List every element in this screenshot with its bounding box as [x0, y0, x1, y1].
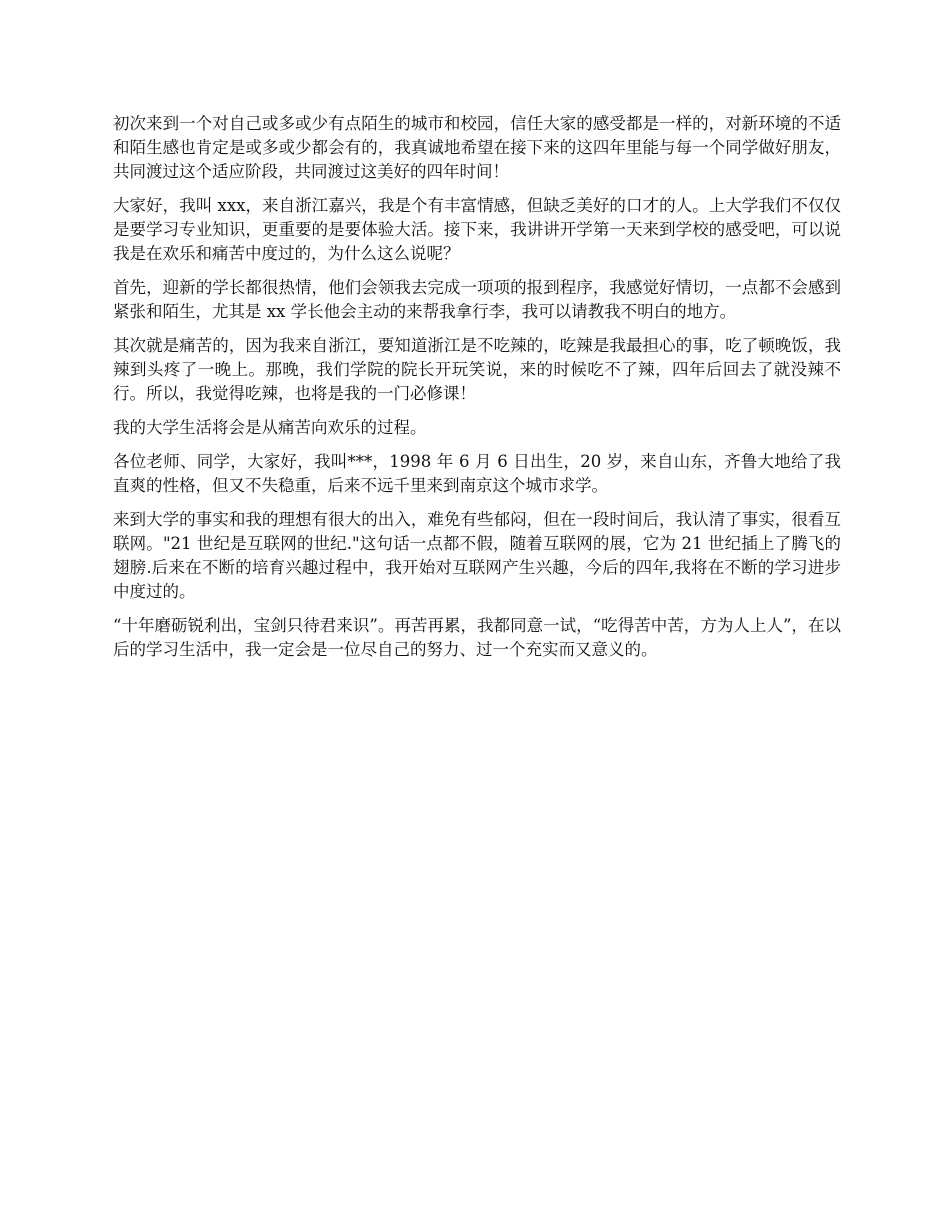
document-body	[113, 112, 841, 672]
paragraph: “十年磨砺锐利出，宝剑只待君来识”。再苦再累，我都同意一试，“吃得苦中苦，方为人上人”，在以后的学习生活中，我一定会是一位尽自己的努力、过一个充实而又意义的。	[113, 616, 841, 659]
paragraph: 大家好，我叫 xxx，来自浙江嘉兴，我是个有丰富情感，但缺乏美好的口才的人。上大学我们不仅仅是要学习专业知识，更重要的是要体验大活。接下来，我讲讲开学第一天来到学校的感受吧，可以说我是在欢乐和痛苦中度过的，为什么这么说呢？	[113, 196, 841, 263]
paragraph: 来到大学的事实和我的理想有很大的出入，难免有些郁闷，但在一段时间后，我认清了事实，很看互联网。"21 世纪是互联网的世纪."这句话一点都不假，随着互联网的展，它为 21 世纪插上了腾飞的翅膀.后来在不断的培育兴趣过程中，我开始对互联网产生兴趣，今后的四年,我将在不断的学习进步中度过的。	[113, 510, 841, 601]
paragraph: 初次来到一个对自己或多或少有点陌生的城市和校园，信任大家的感受都是一样的，对新环境的不适和陌生感也肯定是或多或少都会有的，我真诚地希望在接下来的这四年里能与每一个同学做好朋友，共同渡过这个适应阶段，共同渡过这美好的四年时间！	[113, 114, 841, 181]
paragraph: 首先，迎新的学长都很热情，他们会领我去完成一项项的报到程序，我感觉好情切，一点都不会感到紧张和陌生，尤其是 xx 学长他会主动的来帮我拿行李，我可以请教我不明白的地方。	[113, 278, 841, 321]
paragraph: 其次就是痛苦的，因为我来自浙江，要知道浙江是不吃辣的，吃辣是我最担心的事，吃了顿晚饭，我辣到头疼了一晚上。那晚，我们学院的院长开玩笑说，来的时候吃不了辣，四年后回去了就没辣不行。所以，我觉得吃辣，也将是我的一门必修课！	[113, 336, 841, 403]
paragraph: 各位老师、同学，大家好，我叫***，1998 年 6 月 6 日出生，20 岁，来自山东，齐鲁大地给了我直爽的性格，但又不失稳重，后来不远千里来到南京这个城市求学。	[113, 452, 841, 495]
paragraph: 我的大学生活将会是从痛苦向欢乐的过程。	[113, 418, 427, 437]
